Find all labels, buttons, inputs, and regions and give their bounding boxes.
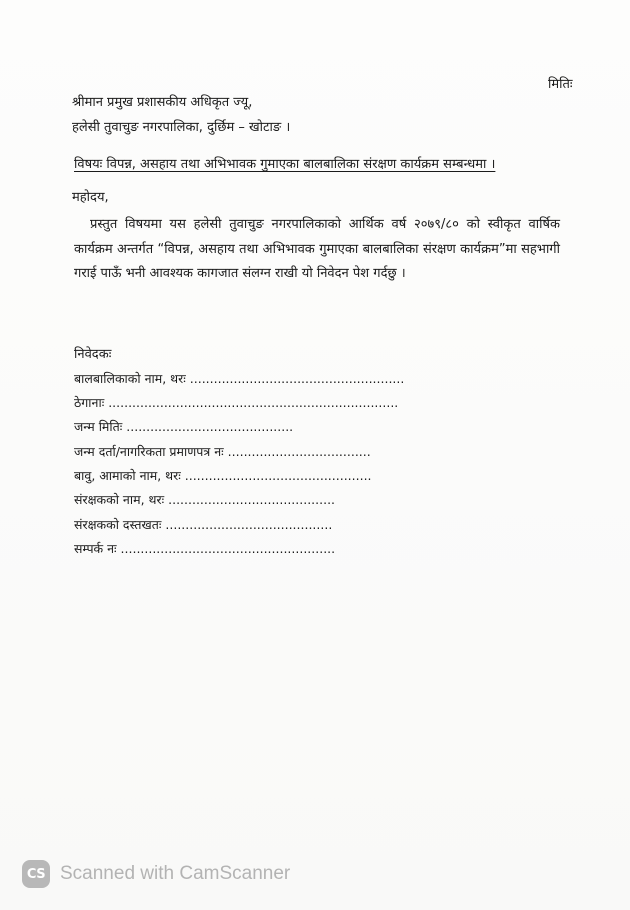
field-parents-name: बावु, आमाको नाम, थरः ............................................... xyxy=(74,468,372,483)
field-contact-number: सम्पर्क नः ...................................................... xyxy=(74,541,336,556)
field-birth-date: जन्म मितिः .......................................... xyxy=(74,419,294,434)
camscanner-watermark xyxy=(22,860,290,888)
camscanner-text: Scanned with CamScanner xyxy=(60,863,291,884)
salutation: महोदय, xyxy=(72,190,109,205)
recipient-line-2: हलेसी तुवाचुङ नगरपालिका, दुर्छिम – खोटाङ । xyxy=(72,120,291,135)
body-paragraph: प्रस्तुत विषयमा यस हलेसी तुवाचुङ नगरपालिकाको आर्थिक वर्ष २०७९/८० को स्वीकृत वार्षिक कार्यक्रम अन्तर्गत “विपन्न, असहाय तथा अभिभावक गुमाएका बालबालिका संरक्षण कार्यक्रम”मा सहभागी गराई पाऊँ भनी आवश्यक कागजात संलग्न राखी यो निवेदन पेश गर्दछु । xyxy=(74,217,560,281)
field-guardian-name: संरक्षकको नाम, थरः .......................................... xyxy=(74,492,336,507)
field-child-name: बालबालिकाको नाम, थरः ...................................................... xyxy=(74,371,405,386)
subject-line: विषयः विपन्न, असहाय तथा अभिभावक गुमाएका बालबालिका संरक्षण कार्यक्रम सम्बन्धमा । xyxy=(74,157,496,172)
field-guardian-signature: संरक्षकको दस्तखतः .......................................... xyxy=(74,517,333,532)
date-label: मितिः xyxy=(548,77,573,92)
applicant-heading: निवेदकः xyxy=(74,347,112,362)
camscanner-logo-icon: CS xyxy=(22,860,50,888)
field-birth-registration-number: जन्म दर्ता/नागरिकता प्रमाणपत्र नः .................................... xyxy=(74,444,371,459)
field-address: ठेगानाः ......................................................................... xyxy=(74,395,399,410)
recipient-line-1: श्रीमान प्रमुख प्रशासकीय अधिकृत ज्यू, xyxy=(72,95,253,110)
